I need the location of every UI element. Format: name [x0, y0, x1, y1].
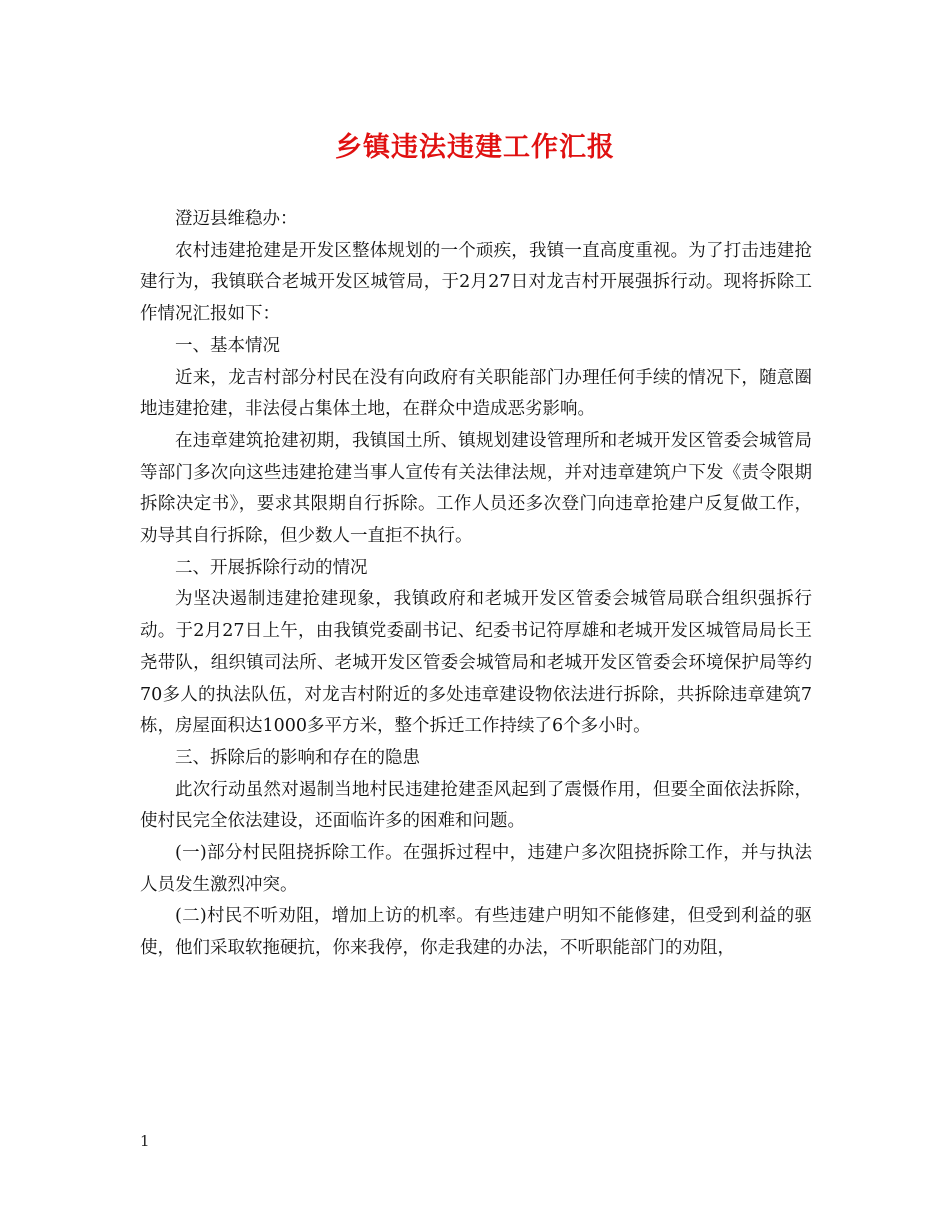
- paragraph-basic-situation: 近来，龙吉村部分村民在没有向政府有关职能部门办理任何手续的情况下，随意圈地违建抢建，非法侵占集体土地，在群众中造成恶劣影响。: [140, 367, 812, 420]
- paragraph-issue-one: (一)部分村民阻挠拆除工作。在强拆过程中，违建户多次阻挠拆除工作，并与执法人员发生激烈冲突。: [140, 843, 812, 895]
- paragraph-demolition-action: 为坚决遏制违建抢建现象，我镇政府和老城开发区管委会城管局联合组织强拆行动。于2月27日上午，由我镇党委副书记、纪委书记符厚雄和老城开发区城管局局长王尧带队，组织镇司法所、老城开发区管委会城管局和老城开发区管委会环境保护局等约70多人的执法队伍，对龙吉村附近的多处违章建设物依法进行拆除，共拆除违章建筑7栋，房屋面积达1000多平方米，整个拆迁工作持续了6个多小时。: [140, 589, 812, 737]
- section-heading-basic: 一、基本情况: [175, 335, 280, 356]
- paragraph-impact: 此次行动虽然对遏制当地村民违建抢建歪风起到了震慑作用，但要全面依法拆除，使村民完全依法建设，还面临许多的困难和问题。: [140, 779, 812, 832]
- paragraph-early-stage: 在违章建筑抢建初期，我镇国土所、镇规划建设管理所和老城开发区管委会城管局等部门多次向这些违建抢建当事人宣传有关法律法规，并对违章建筑户下发《责令限期拆除决定书》，要求其限期自行拆除。工作人员还多次登门向违章抢建户反复做工作，劝导其自行拆除，但少数人一直拒不执行。: [140, 430, 812, 547]
- document-body: [140, 204, 812, 965]
- page-number: 1: [140, 1132, 150, 1150]
- section-heading-impact: 三、拆除后的影响和存在的隐患: [175, 747, 420, 768]
- paragraph-issue-two: (二)村民不听劝阻，增加上访的机率。有些违建户明知不能修建，但受到利益的驱使，他们采取软拖硬抗，你来我停，你走我建的办法，不听职能部门的劝阻，: [140, 906, 812, 959]
- addressee-line: 澄迈县维稳办：: [175, 209, 298, 229]
- intro-paragraph: 农村违建抢建是开发区整体规划的一个顽疾，我镇一直高度重视。为了打击违建抢建行为，我镇联合老城开发区城管局，于2月27日对龙吉村开展强拆行动。现将拆除工作情况汇报如下：: [140, 240, 812, 325]
- section-heading-demolition: 二、开展拆除行动的情况: [175, 557, 368, 578]
- document-title: 乡镇违法违建工作汇报: [335, 132, 615, 163]
